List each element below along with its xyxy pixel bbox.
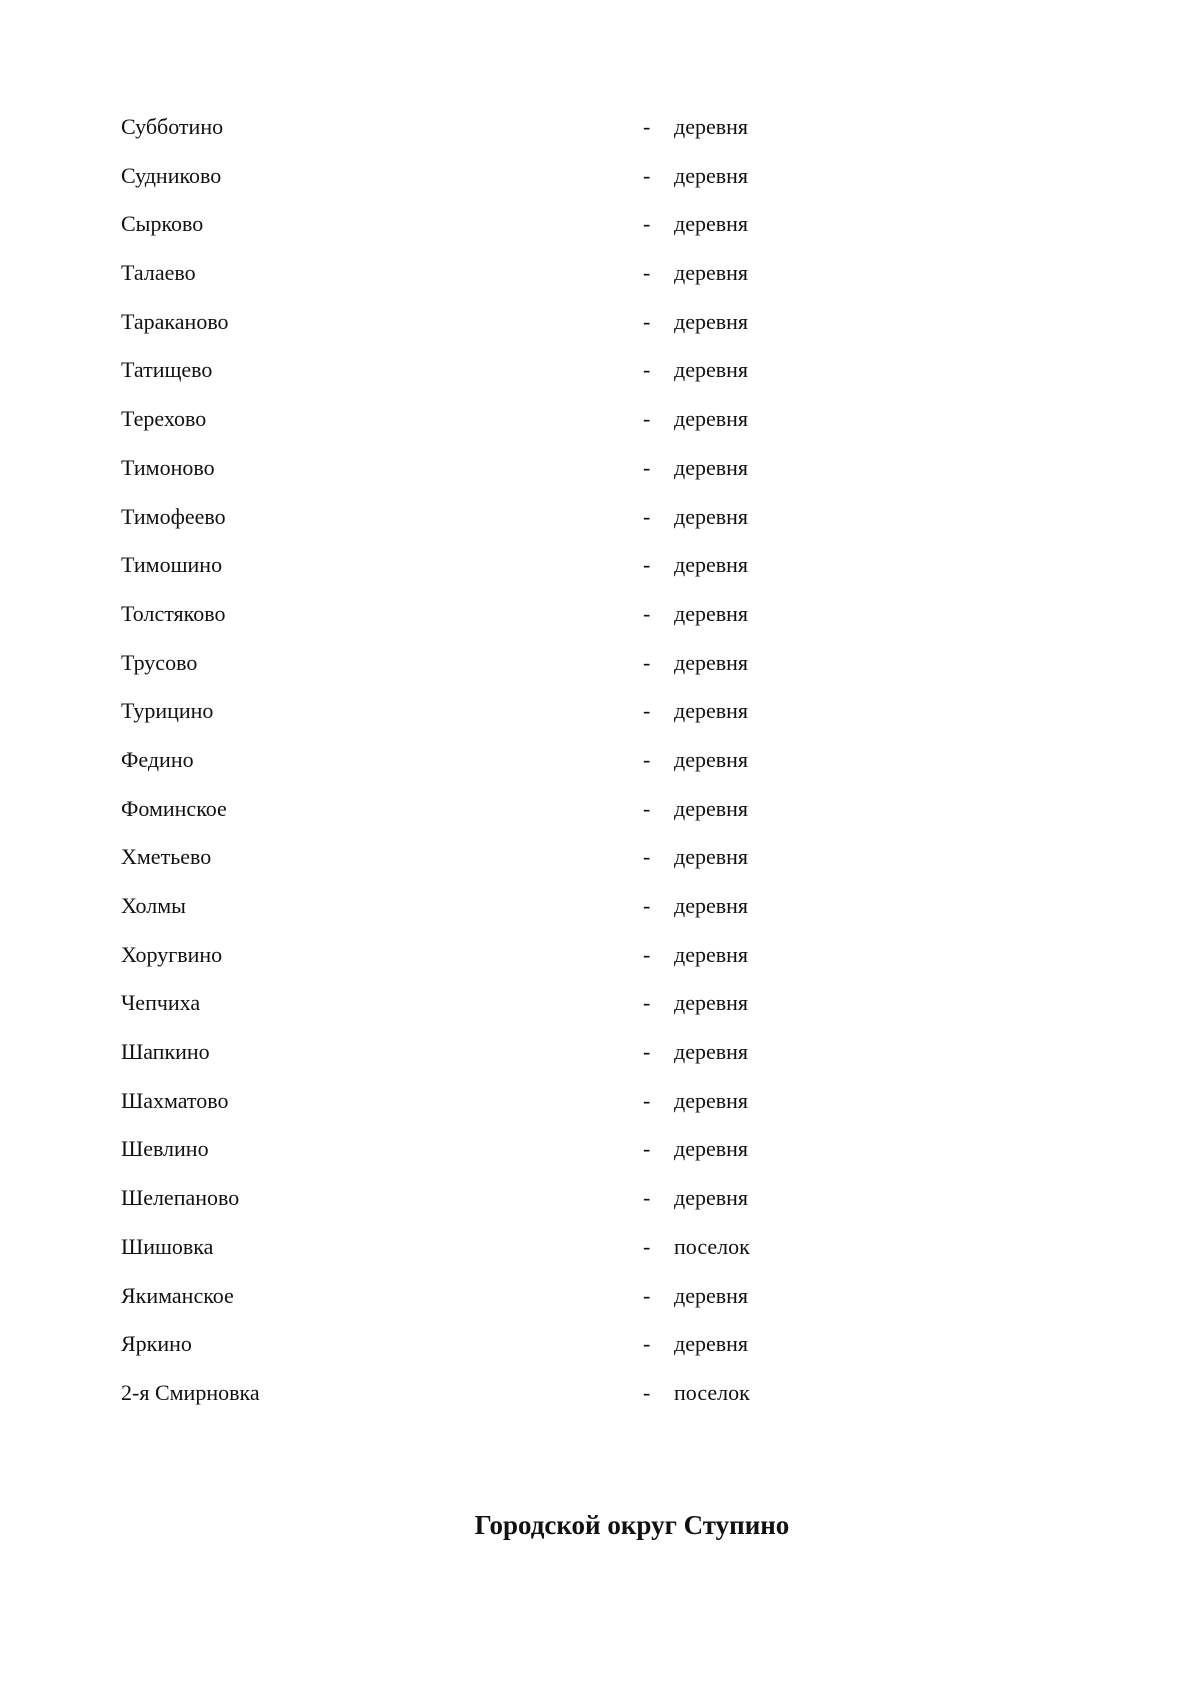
separator-dash: - <box>643 503 651 529</box>
settlement-type: деревня <box>674 1087 749 1113</box>
separator-dash: - <box>643 795 651 821</box>
settlement-name: Холмы <box>121 893 186 918</box>
settlement-name: Шахматово <box>121 1087 229 1113</box>
settlement-name: Шелепаново <box>121 1185 240 1211</box>
list-item <box>121 690 821 739</box>
list-item <box>121 982 821 1031</box>
section-heading: Городской округ Ступино <box>474 1510 790 1540</box>
separator-dash: - <box>643 1282 651 1308</box>
separator-dash: - <box>643 746 651 772</box>
settlement-name: Шапкино <box>121 1039 210 1065</box>
list-item <box>121 1226 821 1275</box>
settlement-name: 2-я Смирновка <box>121 1379 260 1405</box>
separator-dash: - <box>643 893 651 918</box>
settlement-name: Якиманское <box>121 1282 234 1308</box>
settlement-name: Шевлино <box>121 1136 209 1162</box>
separator-dash: - <box>643 406 651 432</box>
settlement-type: поселок <box>674 1379 750 1405</box>
settlement-type: деревня <box>674 649 749 675</box>
settlement-name: Терехово <box>121 406 207 432</box>
settlement-type: деревня <box>674 1282 749 1308</box>
settlement-type: деревня <box>674 844 749 870</box>
list-item <box>121 593 821 642</box>
settlement-name: Фоминское <box>121 795 227 821</box>
settlement-type: деревня <box>674 1136 749 1162</box>
settlement-type: деревня <box>674 454 749 480</box>
list-item <box>121 496 821 545</box>
settlement-type: деревня <box>674 357 749 383</box>
separator-dash: - <box>643 649 651 675</box>
settlement-list <box>121 106 821 1421</box>
separator-dash: - <box>643 1087 651 1113</box>
list-item <box>121 1080 821 1129</box>
list-item <box>121 155 821 204</box>
settlement-name: Яркино <box>121 1331 192 1357</box>
list-item <box>121 447 821 496</box>
settlement-type: поселок <box>674 1233 750 1259</box>
settlement-name: Хоругвино <box>121 941 223 967</box>
list-item <box>121 1372 821 1421</box>
settlement-name: Сырково <box>121 211 204 237</box>
settlement-type: деревня <box>674 795 749 821</box>
separator-dash: - <box>643 114 651 139</box>
list-item <box>121 1128 821 1177</box>
list-item <box>121 301 821 350</box>
list-item <box>121 788 821 837</box>
settlement-name: Турицино <box>121 698 214 724</box>
settlement-name: Талаево <box>121 260 196 286</box>
settlement-type: деревня <box>674 698 749 724</box>
settlement-name: Татищево <box>121 357 213 383</box>
list-item <box>121 934 821 983</box>
settlement-type: деревня <box>674 260 749 286</box>
list-item <box>121 739 821 788</box>
separator-dash: - <box>643 357 651 383</box>
list-item <box>121 885 821 934</box>
separator-dash: - <box>643 1379 651 1405</box>
list-item <box>121 1275 821 1324</box>
separator-dash: - <box>643 552 651 578</box>
settlement-name: Хметьево <box>121 844 212 870</box>
settlement-type: деревня <box>674 552 749 578</box>
separator-dash: - <box>643 260 651 286</box>
settlement-type: деревня <box>674 746 749 772</box>
settlement-name: Толстяково <box>121 600 226 626</box>
settlement-type: деревня <box>674 503 749 529</box>
settlement-name: Тимошино <box>121 552 223 578</box>
settlement-name: Шишовка <box>121 1233 214 1259</box>
list-item <box>121 203 821 252</box>
settlement-name: Тараканово <box>121 308 229 334</box>
separator-dash: - <box>643 844 651 870</box>
settlement-name: Федино <box>121 746 194 772</box>
list-item <box>121 1323 821 1372</box>
separator-dash: - <box>643 162 651 188</box>
settlement-name: Трусово <box>121 649 198 675</box>
separator-dash: - <box>643 1233 651 1259</box>
separator-dash: - <box>643 1136 651 1162</box>
list-item <box>121 544 821 593</box>
settlement-type: деревня <box>674 990 749 1016</box>
separator-dash: - <box>643 698 651 724</box>
list-item <box>121 1177 821 1226</box>
settlement-type: деревня <box>674 211 749 237</box>
settlement-name: Судниково <box>121 162 222 188</box>
settlement-type: деревня <box>674 1185 749 1211</box>
separator-dash: - <box>643 600 651 626</box>
list-item <box>121 106 821 155</box>
settlement-name: Тимоново <box>121 454 215 480</box>
settlement-type: деревня <box>674 1039 749 1065</box>
separator-dash: - <box>643 308 651 334</box>
list-item <box>121 1031 821 1080</box>
settlement-name: Субботино <box>121 114 224 139</box>
settlement-type: деревня <box>674 162 749 188</box>
list-item <box>121 642 821 691</box>
separator-dash: - <box>643 1039 651 1065</box>
separator-dash: - <box>643 1185 651 1211</box>
list-item <box>121 252 821 301</box>
settlement-name: Чепчиха <box>121 990 201 1016</box>
list-item <box>121 836 821 885</box>
list-item <box>121 349 821 398</box>
settlement-name: Тимофеево <box>121 503 226 529</box>
settlement-type: деревня <box>674 114 749 139</box>
settlement-type: деревня <box>674 308 749 334</box>
separator-dash: - <box>643 941 651 967</box>
separator-dash: - <box>643 454 651 480</box>
list-item <box>121 398 821 447</box>
separator-dash: - <box>643 990 651 1016</box>
settlement-type: деревня <box>674 893 749 918</box>
settlement-type: деревня <box>674 600 749 626</box>
settlement-type: деревня <box>674 941 749 967</box>
settlement-type: деревня <box>674 1331 749 1357</box>
settlement-type: деревня <box>674 406 749 432</box>
separator-dash: - <box>643 211 651 237</box>
separator-dash: - <box>643 1331 651 1357</box>
